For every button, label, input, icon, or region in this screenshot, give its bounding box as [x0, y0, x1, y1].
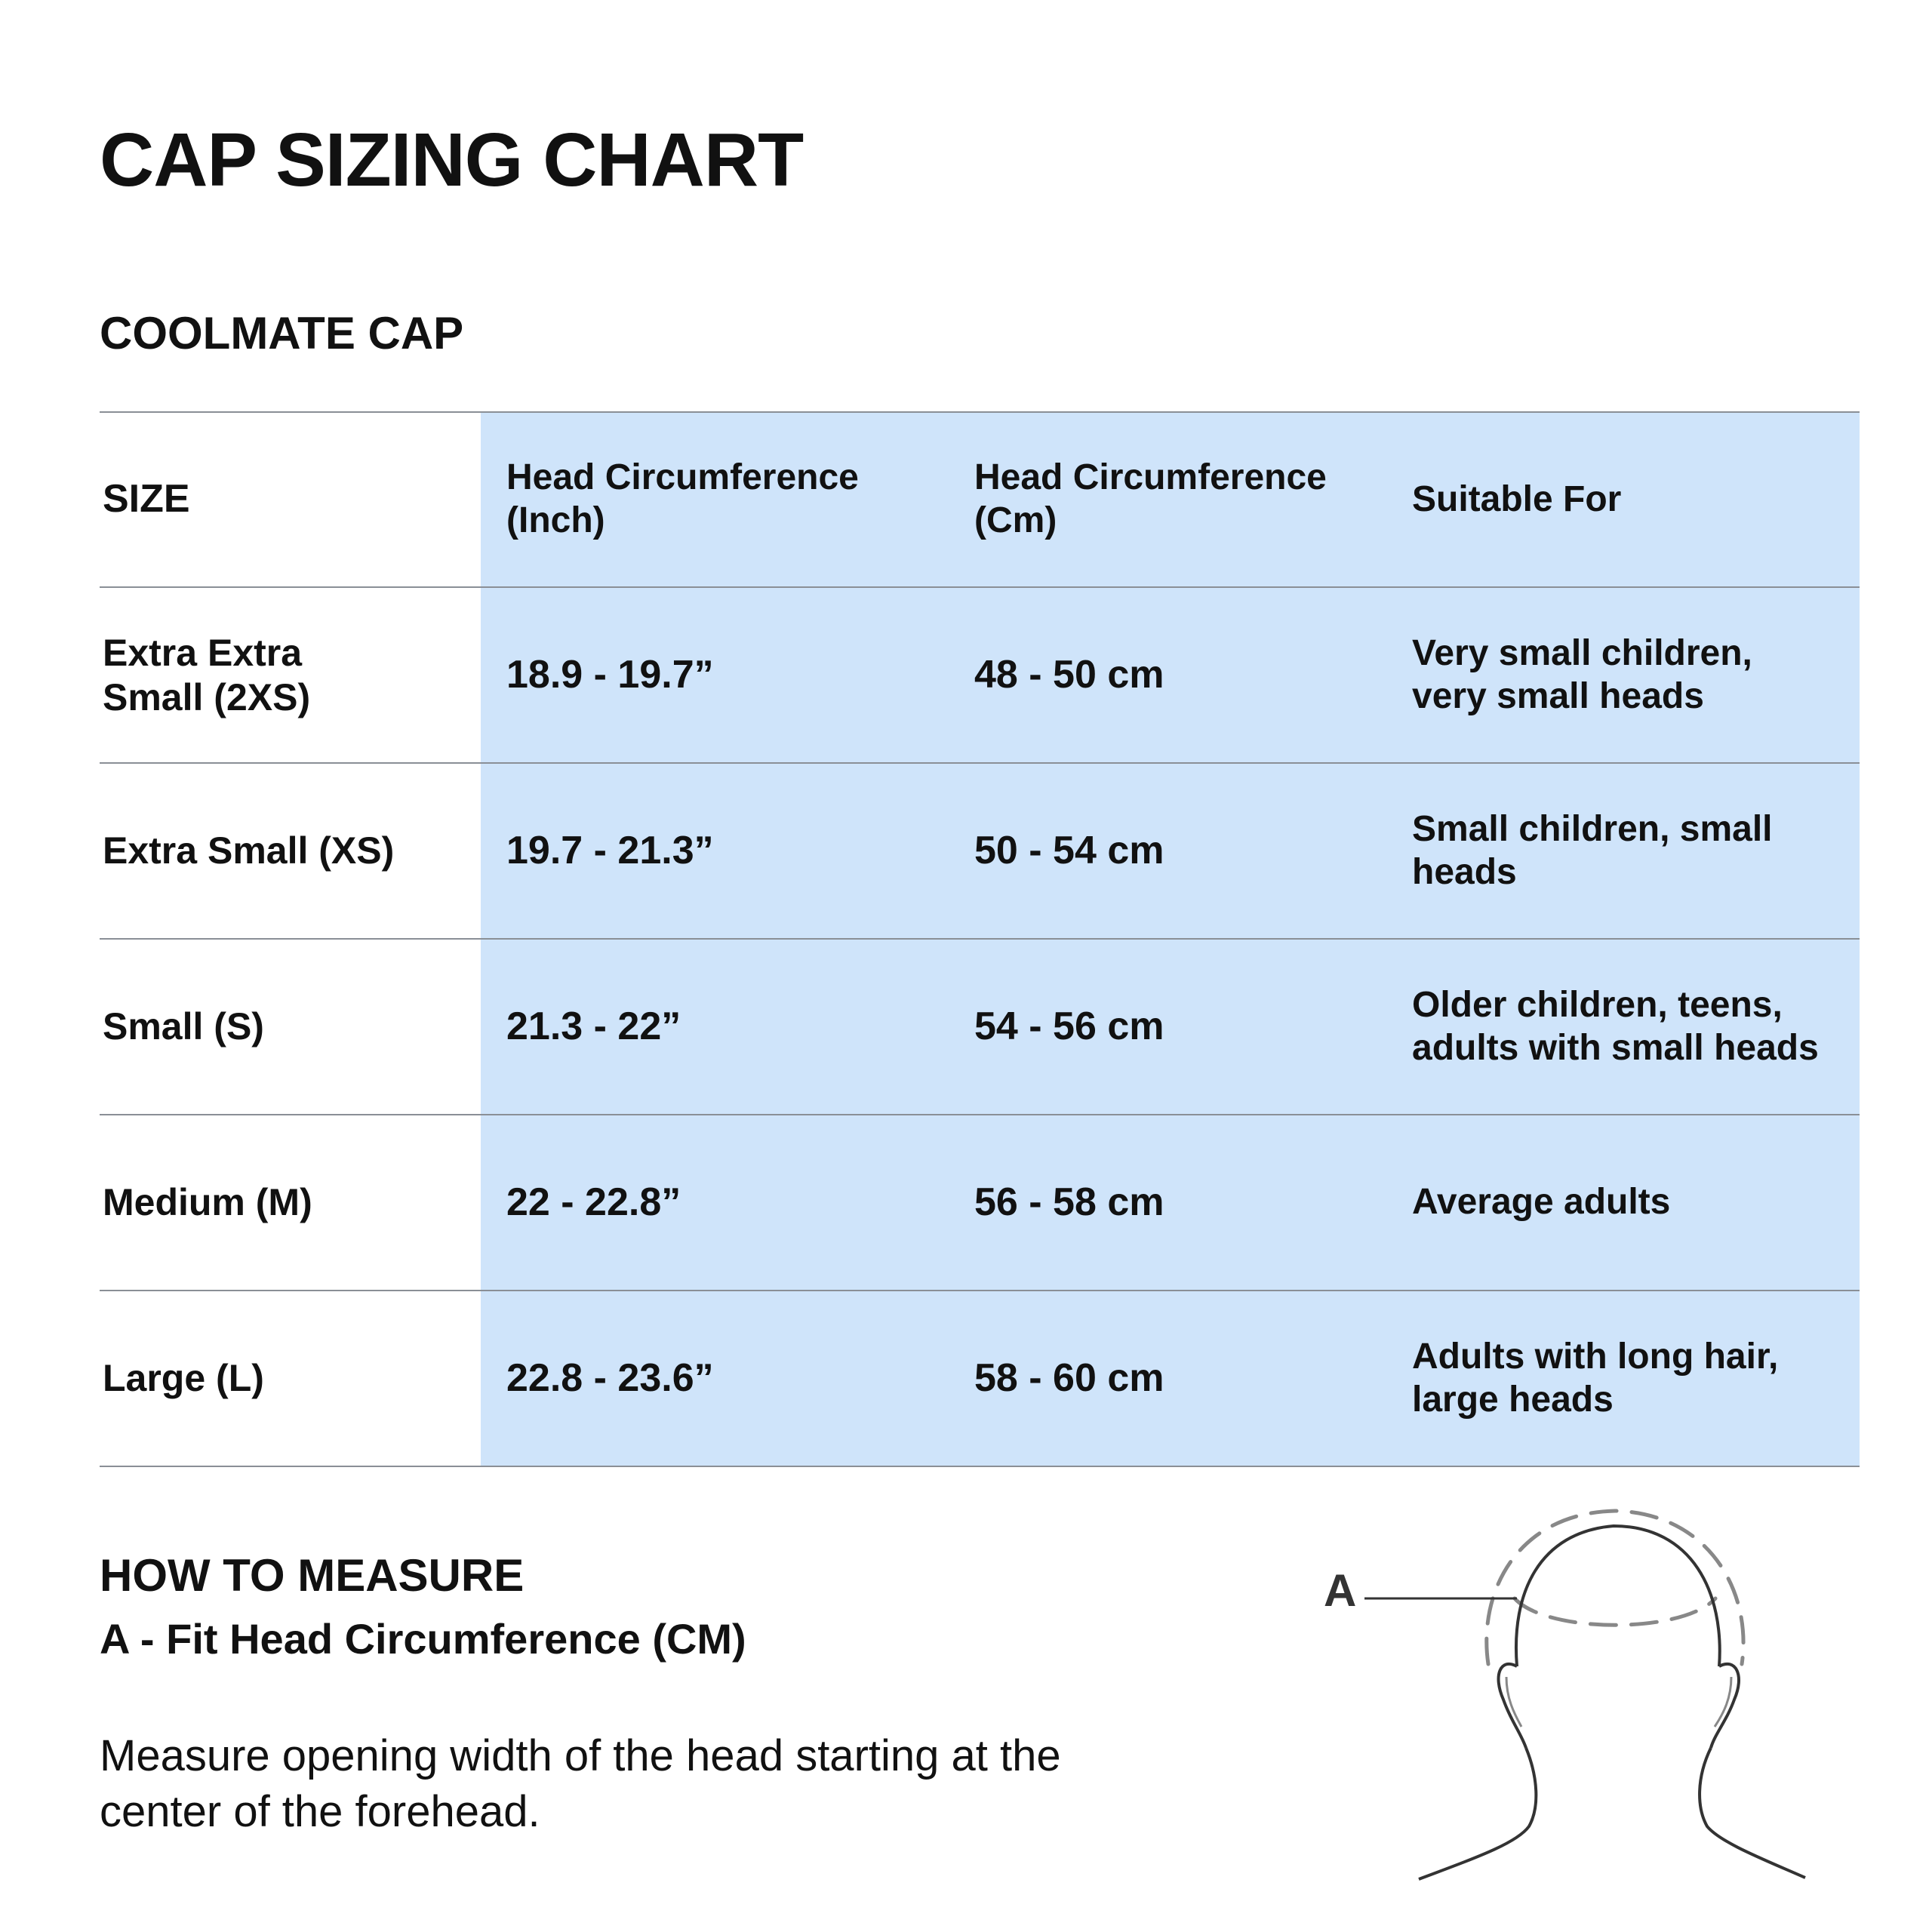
product-name: COOLMATE CAP [100, 308, 464, 358]
header-suitable: Suitable For [1386, 412, 1860, 587]
header-cm-line2: (Cm) [974, 500, 1057, 540]
cm-cell: 48 - 50 cm [949, 587, 1386, 763]
size-cell: Extra Small (XS) [100, 763, 481, 939]
inch-cell: 21.3 - 22” [481, 939, 949, 1115]
header-cm [949, 412, 1386, 587]
suitable-line2: very small heads [1412, 675, 1704, 716]
suitable-cell [1386, 587, 1860, 763]
inch-cell: 19.7 - 21.3” [481, 763, 949, 939]
suitable-line2: adults with small heads [1412, 1027, 1819, 1068]
cm-cell: 50 - 54 cm [949, 763, 1386, 939]
suitable-cell: Average adults [1386, 1115, 1860, 1291]
inch-cell: 18.9 - 19.7” [481, 587, 949, 763]
table-row [100, 939, 1860, 1115]
table-row [100, 1291, 1860, 1466]
table-row [100, 763, 1860, 939]
size-cell: Large (L) [100, 1291, 481, 1466]
size-table [100, 411, 1860, 1467]
size-cell [100, 587, 481, 763]
header-inch [481, 412, 949, 587]
head-outline [1516, 1526, 1720, 1666]
inch-cell: 22 - 22.8” [481, 1115, 949, 1291]
size-cell: Small (S) [100, 939, 481, 1115]
suitable-cell [1386, 939, 1860, 1115]
cm-cell: 58 - 60 cm [949, 1291, 1386, 1466]
right-ear-inner [1715, 1677, 1731, 1727]
table-header-row [100, 412, 1860, 587]
how-to-measure-description [100, 1728, 1141, 1839]
how-to-measure-title: HOW TO MEASURE [100, 1550, 525, 1601]
suitable-line1: Very small children, [1412, 632, 1752, 673]
table-row [100, 587, 1860, 763]
neck-right [1700, 1748, 1805, 1878]
header-cm-line1: Head Circumference [974, 457, 1327, 498]
how-to-measure-subtitle: A - Fit Head Circumference (CM) [100, 1615, 746, 1663]
cm-cell: 56 - 58 cm [949, 1115, 1386, 1291]
suitable-line1: Adults with long hair, [1412, 1336, 1779, 1377]
size-cell: Medium (M) [100, 1115, 481, 1291]
header-inch-line2: (Inch) [506, 500, 605, 540]
suitable-line1: Small children, small [1412, 808, 1773, 849]
size-line2: Small (2XS) [103, 675, 311, 718]
cm-cell: 54 - 56 cm [949, 939, 1386, 1115]
description-line2: center of the forehead. [100, 1786, 540, 1836]
left-ear-inner [1506, 1677, 1521, 1727]
header-inch-line1: Head Circumference [506, 457, 859, 498]
inch-cell: 22.8 - 23.6” [481, 1291, 949, 1466]
page-title: CAP SIZING CHART [100, 118, 804, 202]
table-row [100, 1115, 1860, 1291]
suitable-line2: heads [1412, 851, 1517, 892]
neck-left [1419, 1748, 1536, 1879]
suitable-line1: Older children, teens, [1412, 984, 1783, 1025]
suitable-cell [1386, 763, 1860, 939]
dashed-measure-loop [1515, 1598, 1715, 1625]
suitable-cell [1386, 1291, 1860, 1466]
suitable-line2: large heads [1412, 1379, 1614, 1420]
header-size: SIZE [100, 412, 481, 587]
description-line1: Measure opening width of the head starting at the [100, 1731, 1061, 1780]
size-line1: Extra Extra [103, 631, 303, 674]
head-outline-icon [1298, 1479, 1841, 1902]
measure-point-label: A [1324, 1565, 1357, 1616]
